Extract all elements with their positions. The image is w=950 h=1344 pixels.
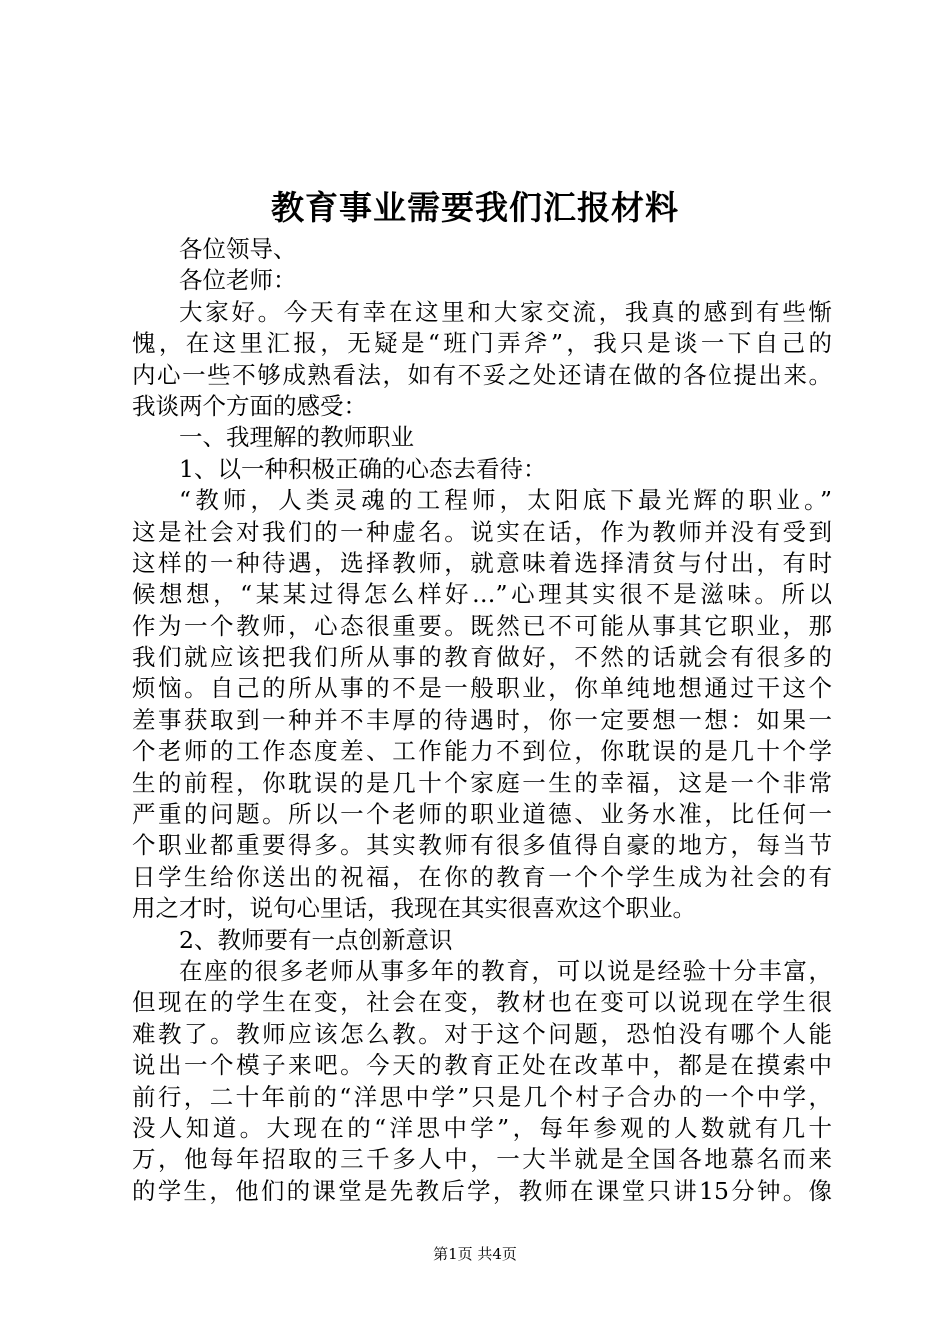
- text-line: 难教了。教师应该怎么教。对于这个问题，恐怕没有哪个人能: [132, 1019, 832, 1048]
- text-line: 2、教师要有一点创新意识: [179, 925, 453, 954]
- text-line: 个老师的工作态度差、工作能力不到位，你耽误的是几十个学: [132, 737, 832, 766]
- text-line: 我谈两个方面的感受：: [132, 391, 367, 420]
- text-line: 一、我理解的教师职业: [179, 423, 414, 452]
- text-line: 日学生给你送出的祝福，在你的教育一个个学生成为社会的有: [132, 862, 832, 891]
- text-line: 各位老师：: [179, 266, 297, 295]
- text-line: 各位领导、: [179, 235, 297, 263]
- text-line: 说出一个模子来吧。今天的教育正处在改革中，都是在摸索中: [132, 1051, 832, 1080]
- text-line: 大家好。今天有幸在这里和大家交流，我真的感到有些惭: [179, 297, 832, 326]
- text-line: 烦恼。自己的所从事的不是一般职业，你单纯地想通过干这个: [132, 674, 832, 703]
- text-line: 愧，在这里汇报，无疑是“班门弄斧”，我只是谈一下自己的: [132, 329, 832, 358]
- text-line: 1、以一种积极正确的心态去看待：: [179, 454, 547, 483]
- document-title: 教育事业需要我们汇报材料: [271, 188, 679, 227]
- text-line: 个职业都重要得多。其实教师有很多值得自豪的地方，每当节: [132, 831, 832, 860]
- text-line: 用之才时，说句心里话，我现在其实很喜欢这个职业。: [132, 894, 696, 923]
- text-line: 的学生，他们的课堂是先教后学，教师在课堂只讲15分钟。像: [132, 1176, 832, 1205]
- text-line: 严重的问题。所以一个老师的职业道德、业务水准，比任何一: [132, 800, 832, 829]
- text-line: 内心一些不够成熟看法，如有不妥之处还请在做的各位提出来。: [132, 360, 832, 389]
- text-line: 作为一个教师，心态很重要。既然已不可能从事其它职业，那: [132, 611, 832, 640]
- text-line: 没人知道。大现在的“洋思中学”，每年参观的人数就有几十: [132, 1113, 832, 1142]
- text-line: 候想想，“某某过得怎么样好…”心理其实很不是滋味。所以: [132, 580, 832, 609]
- document-body: [132, 234, 832, 1207]
- text-line: 差事获取到一种并不丰厚的待遇时，你一定要想一想：如果一: [132, 705, 832, 734]
- text-line: 在座的很多老师从事多年的教育，可以说是经验十分丰富，: [179, 956, 832, 985]
- text-line: 我们就应该把我们所从事的教育做好，不然的话就会有很多的: [132, 643, 832, 672]
- text-line: “教师，人类灵魂的工程师，太阳底下最光辉的职业。”: [179, 486, 832, 515]
- text-line: 但现在的学生在变，社会在变，教材也在变可以说现在学生很: [132, 988, 832, 1017]
- text-line: 生的前程，你耽误的是几十个家庭一生的幸福，这是一个非常: [132, 768, 832, 797]
- text-line: 万，他每年招取的三千多人中，一大半就是全国各地慕名而来: [132, 1145, 832, 1174]
- page-footer: 第1页 共4页: [433, 1245, 517, 1263]
- text-line: 这样的一种待遇，选择教师，就意味着选择清贫与付出，有时: [132, 548, 832, 577]
- text-line: 这是社会对我们的一种虚名。说实在话，作为教师并没有受到: [132, 517, 832, 546]
- text-line: 前行，二十年前的“洋思中学”只是几个村子合办的一个中学，: [132, 1082, 832, 1111]
